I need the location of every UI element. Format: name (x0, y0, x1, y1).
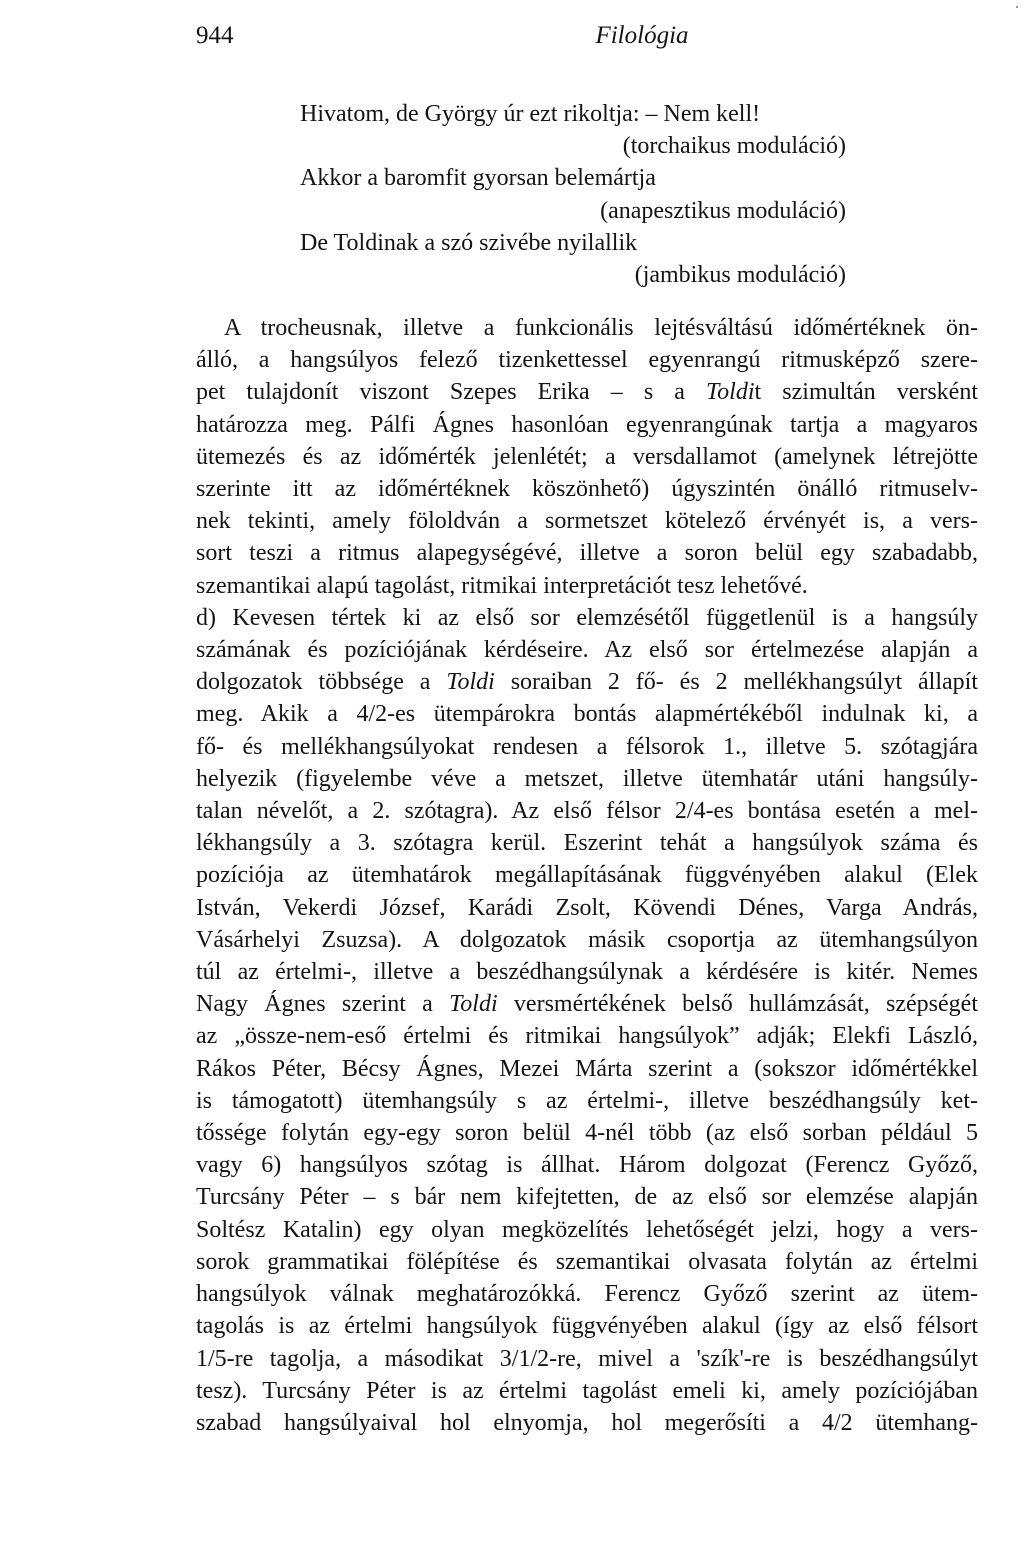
text-line: tőssége folytán egy-egy soron belül 4-nél több (az első sorban például 5 (196, 1120, 978, 1147)
paragraph-d (196, 602, 978, 1439)
page-header (196, 22, 978, 56)
text-line (196, 666, 978, 698)
text-line: helyezik (figyelembe véve a metszet, illetve ütemhatár utáni hangsúly- (196, 765, 978, 792)
verse-note: (anapesztikus moduláció) (600, 197, 846, 224)
text-segment: t szimultán versként (754, 379, 978, 406)
text-line: Soltész Katalin) egy olyan megközelítés lehetőségét jelzi, hogy a vers- (196, 1216, 978, 1243)
verse-line: Hivatom, de György úr ezt rikoltja: – Nem kell! (300, 101, 761, 127)
text-line: vagy 6) hangsúlyos szótag is állhat. Három dolgozat (Ferencz Győző, (196, 1152, 978, 1179)
text-line (196, 376, 978, 408)
text-line: szerinte itt az időmértéknek köszönhető) úgyszintén önálló ritmuselv- (196, 476, 978, 503)
paragraph-trocheus (196, 312, 978, 602)
page-number: 944 (196, 22, 234, 49)
text-line: pozíciója az ütemhatárok megállapításának függvényében alakul (Elek (196, 862, 978, 889)
italic-title: Toldi (706, 379, 755, 406)
verse-note: (jambikus moduláció) (634, 262, 846, 289)
verse-line: De Toldinak a szó szivébe nyilallik (300, 229, 638, 256)
italic-title: Toldi (449, 991, 498, 1018)
running-title: Filológia (595, 22, 689, 49)
text-line: álló, a hangsúlyos felező tizenkettessel egyenrangú ritmusképző szere- (196, 347, 978, 374)
text-line: túl az értelmi-, illetve a beszédhangsúlynak a kérdésére is kitér. Nemes (196, 959, 978, 986)
text-segment: dolgozatok többsége a (196, 669, 447, 696)
text-line: talan névelőt, a 2. szótagra). Az első félsor 2/4-es bontása esetén a mel- (196, 798, 978, 825)
text-line: fő- és mellékhangsúlyokat rendesen a félsorok 1., illetve 5. szótagjára (196, 733, 978, 760)
text-segment: pet tulajdonít viszont Szepes Erika – s a (196, 379, 707, 406)
text-line: 1/5-re tagolja, a másodikat 3/1/2-re, mivel a 'szík'-re is beszédhangsúlyt (196, 1345, 978, 1372)
text-line: A trocheusnak, illetve a funkcionális lejtésváltású időmértéknek ön- (224, 315, 978, 341)
body-text (196, 312, 978, 1439)
text-line: hangsúlyok válnak meghatározókká. Ferencz Győző szerint az ütem- (196, 1281, 978, 1308)
text-segment: versmértékének belső hullámzását, szépségét (497, 991, 978, 1018)
text-line: lékhangsúly a 3. szótagra kerül. Eszerint tehát a hangsúlyok száma és (196, 830, 978, 857)
text-line: István, Vekerdi József, Karádi Zsolt, Kövendi Dénes, Varga András, (196, 894, 978, 921)
text-line: d) Kevesen tértek ki az első sor elemzésétől függetlenül is a hangsúly (196, 604, 978, 631)
text-line: Vásárhelyi Zsuzsa). A dolgozatok másik csoportja az ütemhangsúlyon (196, 926, 978, 953)
page-edge-mark (1016, 6, 1018, 8)
text-line: sorok grammatikai fölépítése és szemantikai olvasata folytán az értelmi (196, 1248, 978, 1275)
text-line (196, 988, 978, 1020)
text-segment: Nagy Ágnes szerint a (196, 991, 450, 1018)
italic-title: Toldi (446, 669, 495, 696)
text-line: nek tekinti, amely föloldván a sormetszet kötelező érvényét is, a vers- (196, 508, 978, 535)
verse-line: Akkor a baromfit gyorsan belemártja (300, 165, 656, 192)
text-line: az „össze-nem-eső értelmi és ritmikai hangsúlyok” adják; Elekfi László, (196, 1023, 978, 1050)
verse-note: (torchaikus moduláció) (622, 133, 846, 160)
text-line: sort teszi a ritmus alapegységévé, illetve a soron belül egy szabadabb, (196, 540, 978, 567)
text-line: meg. Akik a 4/2-es ütempárokra bontás alapmértékéből indulnak ki, a (196, 701, 978, 728)
text-line: számának és pozíciójának kérdéseire. Az első sor értelmezése alapján a (196, 637, 978, 664)
verse-quotation (196, 98, 978, 291)
text-line: Turcsány Péter – s bár nem kifejtetten, de az első sor elemzése alapján (196, 1184, 978, 1211)
text-line: szemantikai alapú tagolást, ritmikai interpretációt tesz lehetővé. (196, 572, 808, 599)
text-line: szabad hangsúlyaival hol elnyomja, hol megerősíti a 4/2 ütemhang- (196, 1409, 978, 1436)
text-line: határozza meg. Pálfi Ágnes hasonlóan egyenrangúnak tartja a magyaros (196, 411, 978, 438)
text-line: tesz). Turcsány Péter is az értelmi tagolást emeli ki, amely pozíciójában (196, 1377, 978, 1404)
text-segment: soraiban 2 fő- és 2 mellékhangsúlyt állapít (494, 669, 978, 696)
text-line: is támogatott) ütemhangsúly s az értelmi-, illetve beszédhangsúly ket- (196, 1087, 978, 1114)
text-line: ütemezés és az időmérték jelenlétét; a versdallamot (amelynek létrejötte (196, 443, 978, 470)
text-line: tagolás is az értelmi hangsúlyok függvényében alakul (így az első félsort (196, 1313, 978, 1340)
text-line: Rákos Péter, Bécsy Ágnes, Mezei Márta szerint a (sokszor időmértékkel (196, 1055, 978, 1082)
